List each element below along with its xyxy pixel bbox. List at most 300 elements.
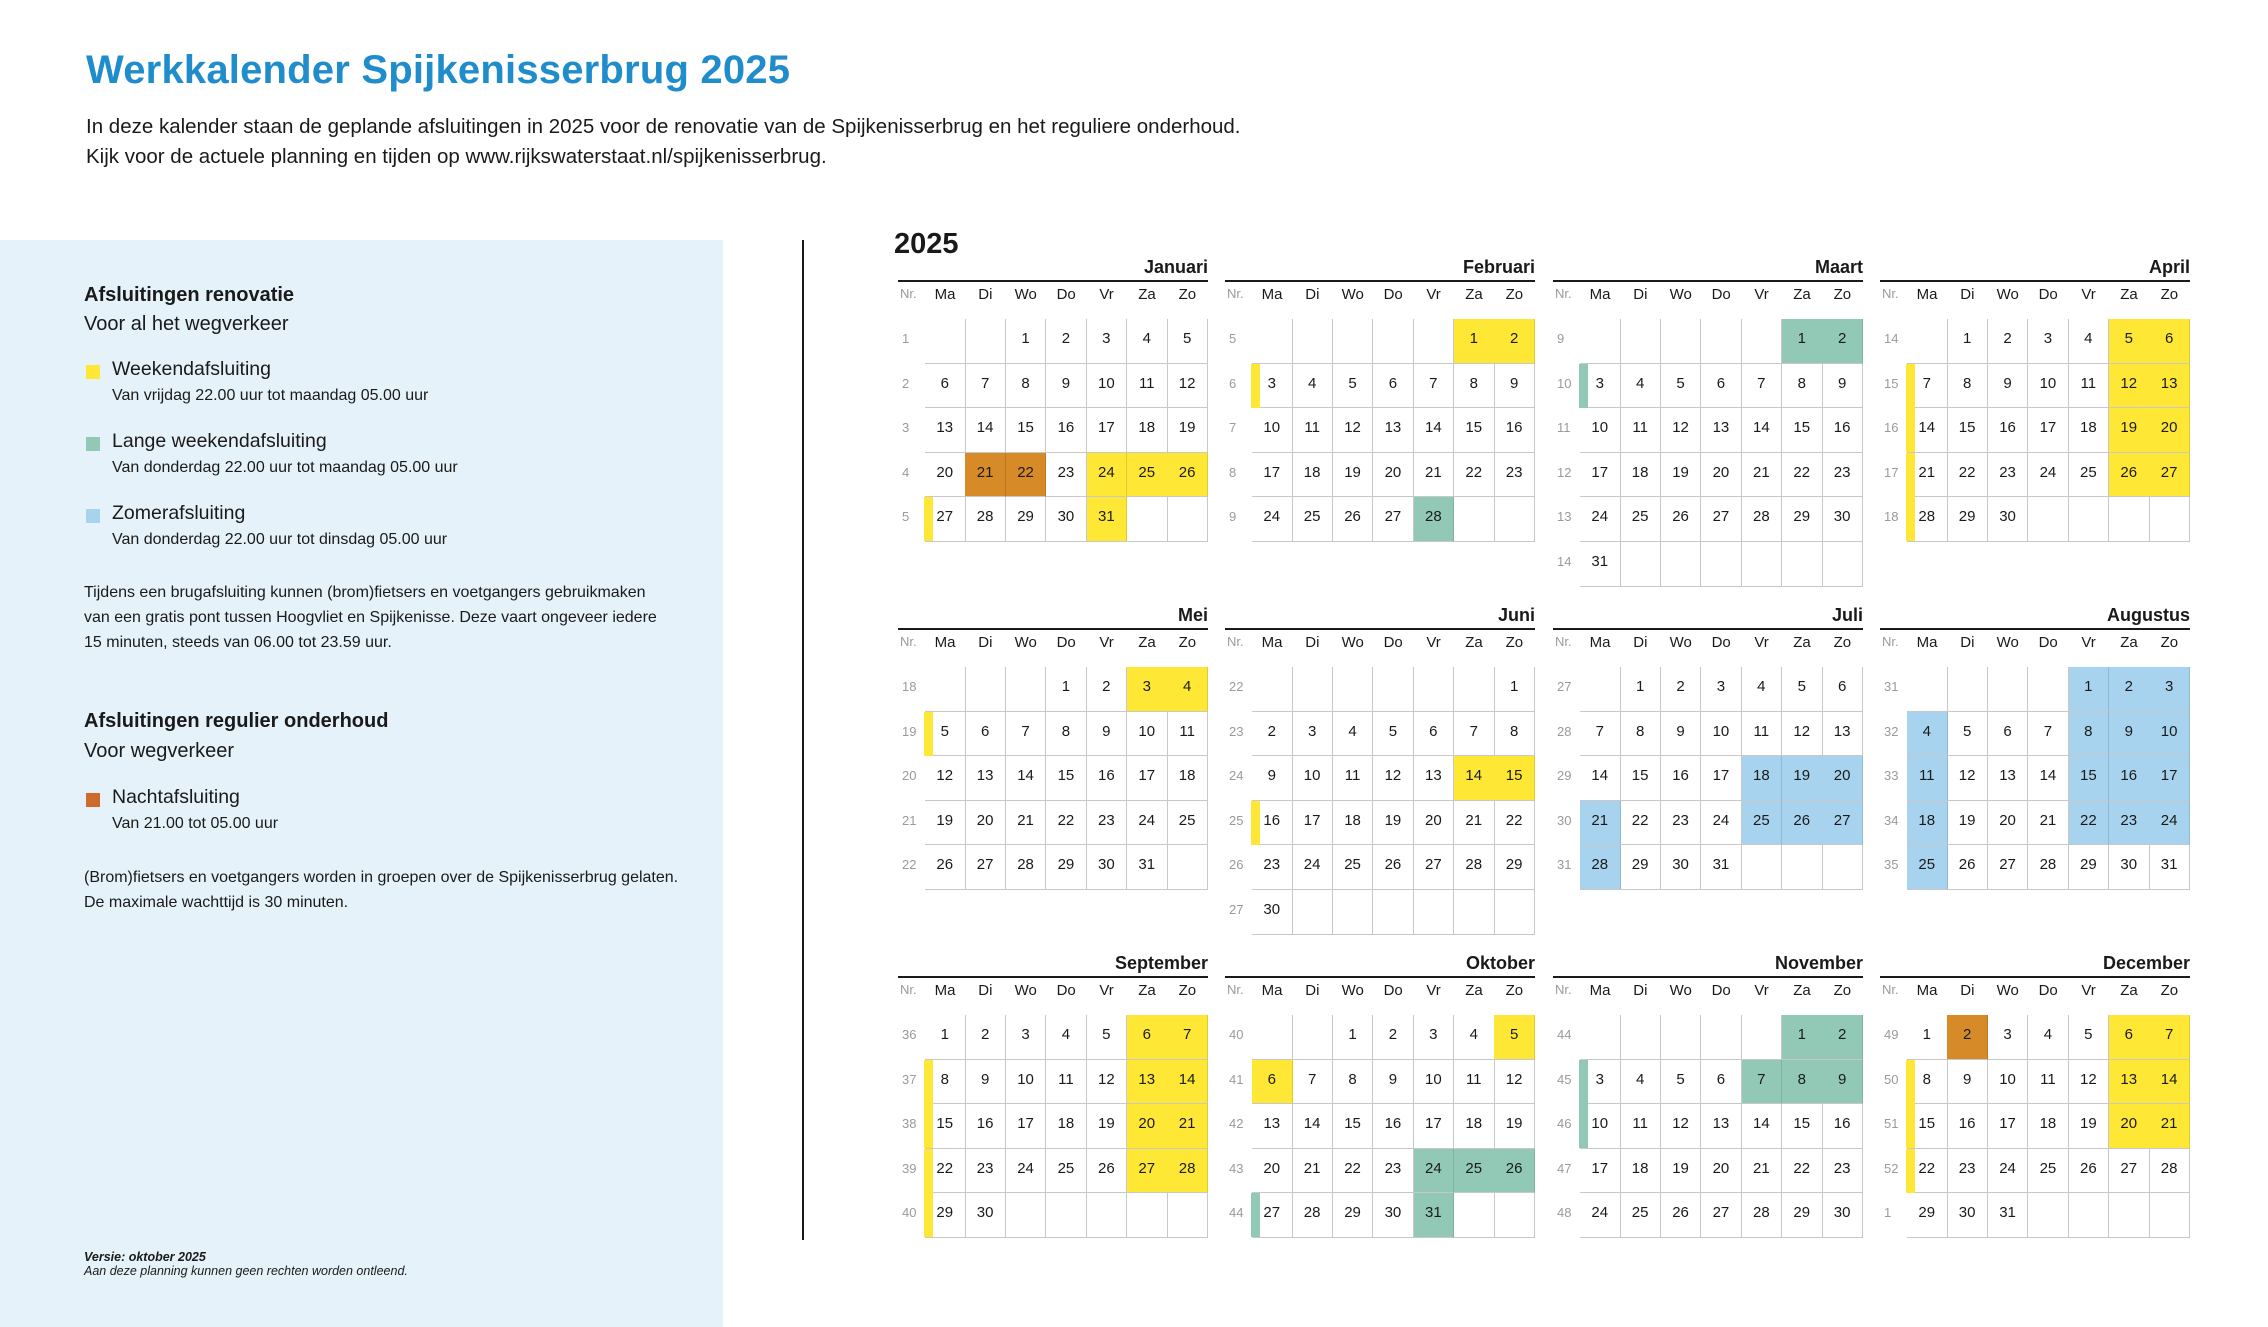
weekday-header: Wo: [1996, 634, 2019, 651]
month-rule: [1553, 280, 1863, 282]
day-cell: 17: [1580, 453, 1621, 498]
day-cell: 7: [1167, 1015, 1208, 1060]
day-cell: 14: [1580, 756, 1621, 801]
day-cell: [1701, 1015, 1742, 1060]
week-number: 21: [902, 812, 917, 828]
week-number: 13: [1557, 509, 1572, 525]
day-cell: 13: [1414, 756, 1455, 801]
day-cell: 4: [2069, 319, 2110, 364]
day-cell: 29: [1006, 497, 1047, 542]
day-cell: 22: [2069, 801, 2110, 846]
day-cell: 15: [1782, 1104, 1823, 1149]
weekday-header: Di: [978, 286, 993, 303]
week-number: 19: [902, 723, 917, 739]
day-cell: 21: [1414, 453, 1455, 498]
day-cell: [1701, 319, 1742, 364]
day-cell: [1822, 845, 1863, 890]
day-cell: 30: [2109, 845, 2150, 890]
day-cell: 21: [2028, 801, 2069, 846]
weekday-header: Wo: [1669, 982, 1692, 999]
day-cell: 28: [1292, 1193, 1333, 1238]
day-cell: 6: [925, 364, 966, 409]
day-cell: 6: [2149, 319, 2190, 364]
day-cell: 29: [1947, 497, 1988, 542]
day-cell: [1454, 1193, 1495, 1238]
weekday-header: Za: [1793, 634, 1811, 651]
day-cell: [1167, 497, 1208, 542]
day-cell: 30: [1988, 497, 2029, 542]
day-cell: 14: [2028, 756, 2069, 801]
day-cell: 28: [1742, 1193, 1783, 1238]
month-name: Juli: [1831, 605, 1863, 625]
weekday-header: Ma: [934, 982, 956, 999]
day-cell: 28: [1742, 497, 1783, 542]
weekday-header: Zo: [2160, 286, 2179, 303]
day-cell: 12: [2069, 1060, 2110, 1105]
weekday-header: Zo: [1505, 286, 1524, 303]
day-cell: 8: [1454, 364, 1495, 409]
week-number: 10: [1557, 375, 1572, 391]
month-name: Juni: [1497, 605, 1535, 625]
month-rule: [1880, 976, 2190, 978]
day-cell: 28: [1414, 497, 1455, 542]
day-cell: 13: [1127, 1060, 1168, 1105]
day-cell: 1: [1782, 1015, 1823, 1060]
week-number: 37: [902, 1071, 917, 1087]
day-cell: 21: [1454, 801, 1495, 846]
day-cell: 22: [1782, 1149, 1823, 1194]
day-cell: 15: [925, 1104, 966, 1149]
week-number: 31: [1884, 679, 1899, 694]
weekday-header: Vr: [1754, 286, 1769, 303]
week-number: 31: [1557, 857, 1572, 873]
day-cell: 15: [1006, 408, 1047, 453]
day-cell: 14: [1006, 756, 1047, 801]
day-cell: 12: [1661, 1104, 1702, 1149]
day-cell: 16: [1373, 1104, 1414, 1149]
weekday-header: Za: [1138, 982, 1156, 999]
onderhoud-title: Afsluitingen regulier onderhoud: [84, 710, 389, 732]
day-cell: 2: [1087, 667, 1128, 712]
day-cell: 5: [1087, 1015, 1128, 1060]
closure-stripe: [1251, 801, 1260, 845]
day-cell: 26: [1373, 845, 1414, 890]
day-cell: 24: [1292, 845, 1333, 890]
week-number: 23: [1229, 723, 1244, 739]
day-cell: 8: [1907, 1060, 1948, 1105]
day-cell: 9: [1822, 1060, 1863, 1105]
week-number: 38: [902, 1116, 917, 1132]
day-cell: 2: [1373, 1015, 1414, 1060]
weekday-header: Di: [1305, 634, 1320, 651]
week-number: 51: [1884, 1116, 1899, 1132]
day-cell: 10: [1252, 408, 1293, 453]
day-cell: 20: [1252, 1149, 1293, 1194]
day-cell: 14: [1167, 1060, 1208, 1105]
week-number: 20: [902, 768, 917, 784]
week-number: 28: [1557, 723, 1572, 739]
week-number: 15: [1884, 375, 1899, 391]
day-cell: 5: [2109, 319, 2150, 364]
day-cell: 2: [1494, 319, 1535, 364]
week-number: 43: [1229, 1160, 1244, 1176]
weekday-header: Za: [1793, 982, 1811, 999]
legend-label: Lange weekendafsluiting: [112, 430, 327, 452]
day-cell: 7: [1907, 364, 1948, 409]
day-cell: 5: [1494, 1015, 1535, 1060]
day-cell: 18: [2069, 408, 2110, 453]
day-cell: 21: [2149, 1104, 2190, 1149]
day-cell: 19: [1167, 408, 1208, 453]
day-cell: 3: [1701, 667, 1742, 712]
weekday-header: Do: [1711, 286, 1731, 303]
day-cell: 22: [1333, 1149, 1374, 1194]
day-cell: 1: [1333, 1015, 1374, 1060]
month-rule: [898, 976, 1208, 978]
day-cell: [1907, 319, 1948, 364]
day-cell: 8: [1046, 712, 1087, 757]
day-cell: 21: [1742, 453, 1783, 498]
day-cell: 19: [1661, 1149, 1702, 1194]
day-cell: 17: [1292, 801, 1333, 846]
day-cell: 3: [1252, 364, 1293, 409]
day-cell: 4: [1127, 319, 1168, 364]
day-cell: 26: [2109, 453, 2150, 498]
day-cell: 14: [965, 408, 1006, 453]
day-cell: 14: [1414, 408, 1455, 453]
day-cell: 29: [1782, 497, 1823, 542]
closure-stripe: [924, 1193, 933, 1237]
closure-stripe: [1251, 1193, 1260, 1237]
day-cell: 7: [1580, 712, 1621, 757]
weekday-header: Do: [1383, 286, 1403, 303]
month-name: Augustus: [2107, 605, 2190, 625]
day-cell: 2: [1661, 667, 1702, 712]
day-cell: 9: [965, 1060, 1006, 1105]
day-cell: [1292, 667, 1333, 712]
day-cell: 30: [1087, 845, 1128, 890]
day-cell: 17: [1087, 408, 1128, 453]
day-cell: 26: [2069, 1149, 2110, 1194]
week-number-header: Nr.: [1882, 634, 1899, 649]
day-cell: [1333, 890, 1374, 935]
closure-stripe: [924, 712, 933, 756]
week-number: 40: [1229, 1027, 1244, 1042]
day-cell: 4: [1907, 712, 1948, 757]
day-cell: 7: [1414, 364, 1455, 409]
day-cell: 13: [2149, 364, 2190, 409]
day-cell: 15: [1454, 408, 1495, 453]
weekday-header: Wo: [1996, 982, 2019, 999]
weekday-header: Vr: [1754, 982, 1769, 999]
week-number: 35: [1884, 857, 1899, 873]
day-cell: 31: [1701, 845, 1742, 890]
week-number: 45: [1557, 1071, 1572, 1087]
day-cell: 28: [1006, 845, 1047, 890]
day-cell: [1292, 319, 1333, 364]
day-cell: 24: [1006, 1149, 1047, 1194]
day-cell: 24: [1252, 497, 1293, 542]
day-cell: [2069, 1193, 2110, 1238]
day-cell: 22: [1782, 453, 1823, 498]
day-cell: 19: [1947, 801, 1988, 846]
weekday-header: Do: [1383, 634, 1403, 651]
day-cell: 26: [1167, 453, 1208, 498]
day-cell: 1: [1907, 1015, 1948, 1060]
day-cell: 31: [1580, 542, 1621, 587]
day-cell: 13: [1701, 1104, 1742, 1149]
weekday-header: Ma: [1916, 286, 1938, 303]
day-cell: [1292, 1015, 1333, 1060]
week-number: 44: [1557, 1027, 1572, 1042]
day-cell: [1414, 319, 1455, 364]
day-cell: 28: [1907, 497, 1948, 542]
day-cell: [965, 667, 1006, 712]
day-cell: 19: [2069, 1104, 2110, 1149]
day-cell: 28: [1580, 845, 1621, 890]
day-cell: 1: [1006, 319, 1047, 364]
day-cell: 4: [1620, 1060, 1661, 1105]
legend-desc: Van 21.00 tot 05.00 uur: [112, 815, 279, 832]
day-cell: 5: [1782, 667, 1823, 712]
week-number-header: Nr.: [900, 634, 917, 649]
day-cell: 8: [1620, 712, 1661, 757]
week-number: 50: [1884, 1071, 1899, 1087]
version-label: Versie: oktober 2025: [84, 1250, 206, 1264]
day-cell: 25: [1127, 453, 1168, 498]
day-cell: 11: [1742, 712, 1783, 757]
day-cell: [1087, 1193, 1128, 1238]
weekday-header: Di: [1633, 982, 1648, 999]
day-cell: 23: [1822, 1149, 1863, 1194]
day-cell: 30: [1822, 1193, 1863, 1238]
day-cell: 8: [925, 1060, 966, 1105]
day-cell: 3: [1580, 364, 1621, 409]
day-cell: 27: [925, 497, 966, 542]
week-number: 34: [1884, 812, 1899, 828]
weekday-header: Do: [2038, 634, 2058, 651]
day-cell: 26: [1087, 1149, 1128, 1194]
day-cell: 23: [1087, 801, 1128, 846]
weekday-header: Vr: [2081, 634, 2096, 651]
day-cell: 25: [1454, 1149, 1495, 1194]
day-cell: 8: [1947, 364, 1988, 409]
month-rule: [1225, 976, 1535, 978]
weekday-header: Zo: [1833, 286, 1852, 303]
week-number: 9: [1229, 509, 1237, 525]
day-cell: [1580, 319, 1621, 364]
closure-stripe: [1906, 1149, 1915, 1193]
day-cell: 10: [1580, 408, 1621, 453]
day-cell: 4: [1742, 667, 1783, 712]
week-number: 6: [1229, 375, 1237, 391]
week-number: 1: [1884, 1205, 1892, 1221]
week-number-header: Nr.: [1555, 286, 1572, 301]
day-cell: 20: [925, 453, 966, 498]
day-cell: 27: [1822, 801, 1863, 846]
day-cell: [1333, 667, 1374, 712]
day-cell: 25: [1620, 1193, 1661, 1238]
day-cell: 16: [1087, 756, 1128, 801]
note-line: De maximale wachttijd is 30 minuten.: [84, 894, 349, 911]
day-cell: 12: [2109, 364, 2150, 409]
closure-stripe: [1579, 1060, 1588, 1104]
day-cell: 6: [1373, 364, 1414, 409]
day-cell: 2: [1988, 319, 2029, 364]
day-cell: 11: [1454, 1060, 1495, 1105]
day-cell: 18: [1167, 756, 1208, 801]
weekday-header: Zo: [2160, 634, 2179, 651]
day-cell: 30: [1822, 497, 1863, 542]
day-cell: 25: [1333, 845, 1374, 890]
day-cell: 31: [1988, 1193, 2029, 1238]
weekday-header: Wo: [1341, 634, 1364, 651]
intro-line-1: In deze kalender staan de geplande afsluitingen in 2025 voor de renovatie van de Spijkenisserbrug en het reguliere onderhoud.: [86, 115, 1241, 138]
day-cell: [1006, 1193, 1047, 1238]
day-cell: 1: [1494, 667, 1535, 712]
day-cell: [1661, 1015, 1702, 1060]
day-cell: 24: [1127, 801, 1168, 846]
day-cell: 18: [2028, 1104, 2069, 1149]
day-cell: 24: [2028, 453, 2069, 498]
day-cell: 23: [965, 1149, 1006, 1194]
closure-stripe: [924, 497, 933, 541]
day-cell: 9: [1822, 364, 1863, 409]
closure-stripe: [1579, 1104, 1588, 1148]
week-number: 40: [902, 1205, 917, 1221]
day-cell: [1782, 845, 1823, 890]
day-cell: 21: [1742, 1149, 1783, 1194]
day-cell: 14: [1292, 1104, 1333, 1149]
page-title: Werkkalender Spijkenisserbrug 2025: [86, 48, 791, 92]
weekday-header: Do: [1711, 634, 1731, 651]
month-name: September: [1114, 953, 1208, 973]
day-cell: 23: [1661, 801, 1702, 846]
weekday-header: Do: [1711, 982, 1731, 999]
day-cell: 3: [2028, 319, 2069, 364]
day-cell: 15: [1947, 408, 1988, 453]
day-cell: 15: [1620, 756, 1661, 801]
day-cell: 10: [2149, 712, 2190, 757]
day-cell: 26: [1661, 497, 1702, 542]
day-cell: 22: [925, 1149, 966, 1194]
day-cell: 12: [1494, 1060, 1535, 1105]
note-line: (Brom)fietsers en voetgangers worden in groepen over de Spijkenisserbrug gelaten.: [84, 869, 679, 886]
closure-stripe: [1906, 453, 1915, 497]
day-cell: 12: [1333, 408, 1374, 453]
day-cell: 24: [1580, 497, 1621, 542]
day-cell: 9: [1252, 756, 1293, 801]
weekday-header: Ma: [1261, 982, 1283, 999]
day-cell: 11: [2069, 364, 2110, 409]
day-cell: 18: [1046, 1104, 1087, 1149]
day-cell: 11: [1167, 712, 1208, 757]
week-number: 14: [1884, 331, 1899, 346]
day-cell: 23: [1947, 1149, 1988, 1194]
week-number: 18: [1884, 509, 1899, 525]
day-cell: 22: [1454, 453, 1495, 498]
weekday-header: Wo: [1014, 982, 1037, 999]
day-cell: 6: [1822, 667, 1863, 712]
day-cell: [1701, 542, 1742, 587]
day-cell: 12: [1661, 408, 1702, 453]
day-cell: 15: [1907, 1104, 1948, 1149]
week-number: 2: [902, 375, 910, 391]
note-line: 15 minuten, steeds van 06.00 tot 23.59 uur.: [84, 634, 392, 651]
day-cell: 10: [2028, 364, 2069, 409]
day-cell: 6: [1252, 1060, 1293, 1105]
day-cell: [1742, 542, 1783, 587]
day-cell: 19: [2109, 408, 2150, 453]
day-cell: 5: [1167, 319, 1208, 364]
week-number: 52: [1884, 1160, 1899, 1176]
day-cell: 11: [1046, 1060, 1087, 1105]
day-cell: 5: [1661, 364, 1702, 409]
week-number-header: Nr.: [1227, 286, 1244, 301]
day-cell: 11: [1620, 408, 1661, 453]
day-cell: [1494, 497, 1535, 542]
week-number-header: Nr.: [1882, 286, 1899, 301]
day-cell: 26: [1494, 1149, 1535, 1194]
day-cell: 7: [2149, 1015, 2190, 1060]
day-cell: 25: [2028, 1149, 2069, 1194]
day-cell: 24: [2149, 801, 2190, 846]
day-cell: 27: [2109, 1149, 2150, 1194]
legend-label: Zomerafsluiting: [112, 502, 246, 524]
day-cell: 24: [1087, 453, 1128, 498]
weekday-header: Do: [1383, 982, 1403, 999]
weekday-header: Di: [1960, 634, 1975, 651]
day-cell: [2109, 1193, 2150, 1238]
day-cell: 29: [1046, 845, 1087, 890]
closure-stripe: [924, 1104, 933, 1148]
day-cell: [1620, 542, 1661, 587]
weekday-header: Do: [1056, 286, 1076, 303]
week-number: 1: [902, 331, 910, 346]
day-cell: [1006, 667, 1047, 712]
day-cell: 7: [1006, 712, 1047, 757]
day-cell: 27: [1701, 1193, 1742, 1238]
weekday-header: Za: [1138, 286, 1156, 303]
weekday-header: Zo: [1178, 982, 1197, 999]
day-cell: 1: [1620, 667, 1661, 712]
day-cell: 22: [1006, 453, 1047, 498]
weekday-header: Zo: [1178, 286, 1197, 303]
weekday-header: Za: [2120, 634, 2138, 651]
day-cell: 24: [1580, 1193, 1621, 1238]
day-cell: 31: [1414, 1193, 1455, 1238]
week-number-header: Nr.: [1555, 982, 1572, 997]
day-cell: 4: [1292, 364, 1333, 409]
day-cell: [925, 667, 966, 712]
day-cell: 8: [1782, 364, 1823, 409]
day-cell: 3: [1292, 712, 1333, 757]
day-cell: 17: [2149, 756, 2190, 801]
day-cell: 12: [1087, 1060, 1128, 1105]
weekday-header: Za: [1465, 634, 1483, 651]
day-cell: 2: [1252, 712, 1293, 757]
day-cell: [1580, 667, 1621, 712]
day-cell: 10: [1087, 364, 1128, 409]
month-rule: [898, 280, 1208, 282]
day-cell: 25: [1620, 497, 1661, 542]
day-cell: 26: [1661, 1193, 1702, 1238]
day-cell: 24: [1414, 1149, 1455, 1194]
closure-stripe: [924, 1060, 933, 1104]
day-cell: 20: [1822, 756, 1863, 801]
weekday-header: Wo: [1014, 286, 1037, 303]
weekday-header: Vr: [1754, 634, 1769, 651]
